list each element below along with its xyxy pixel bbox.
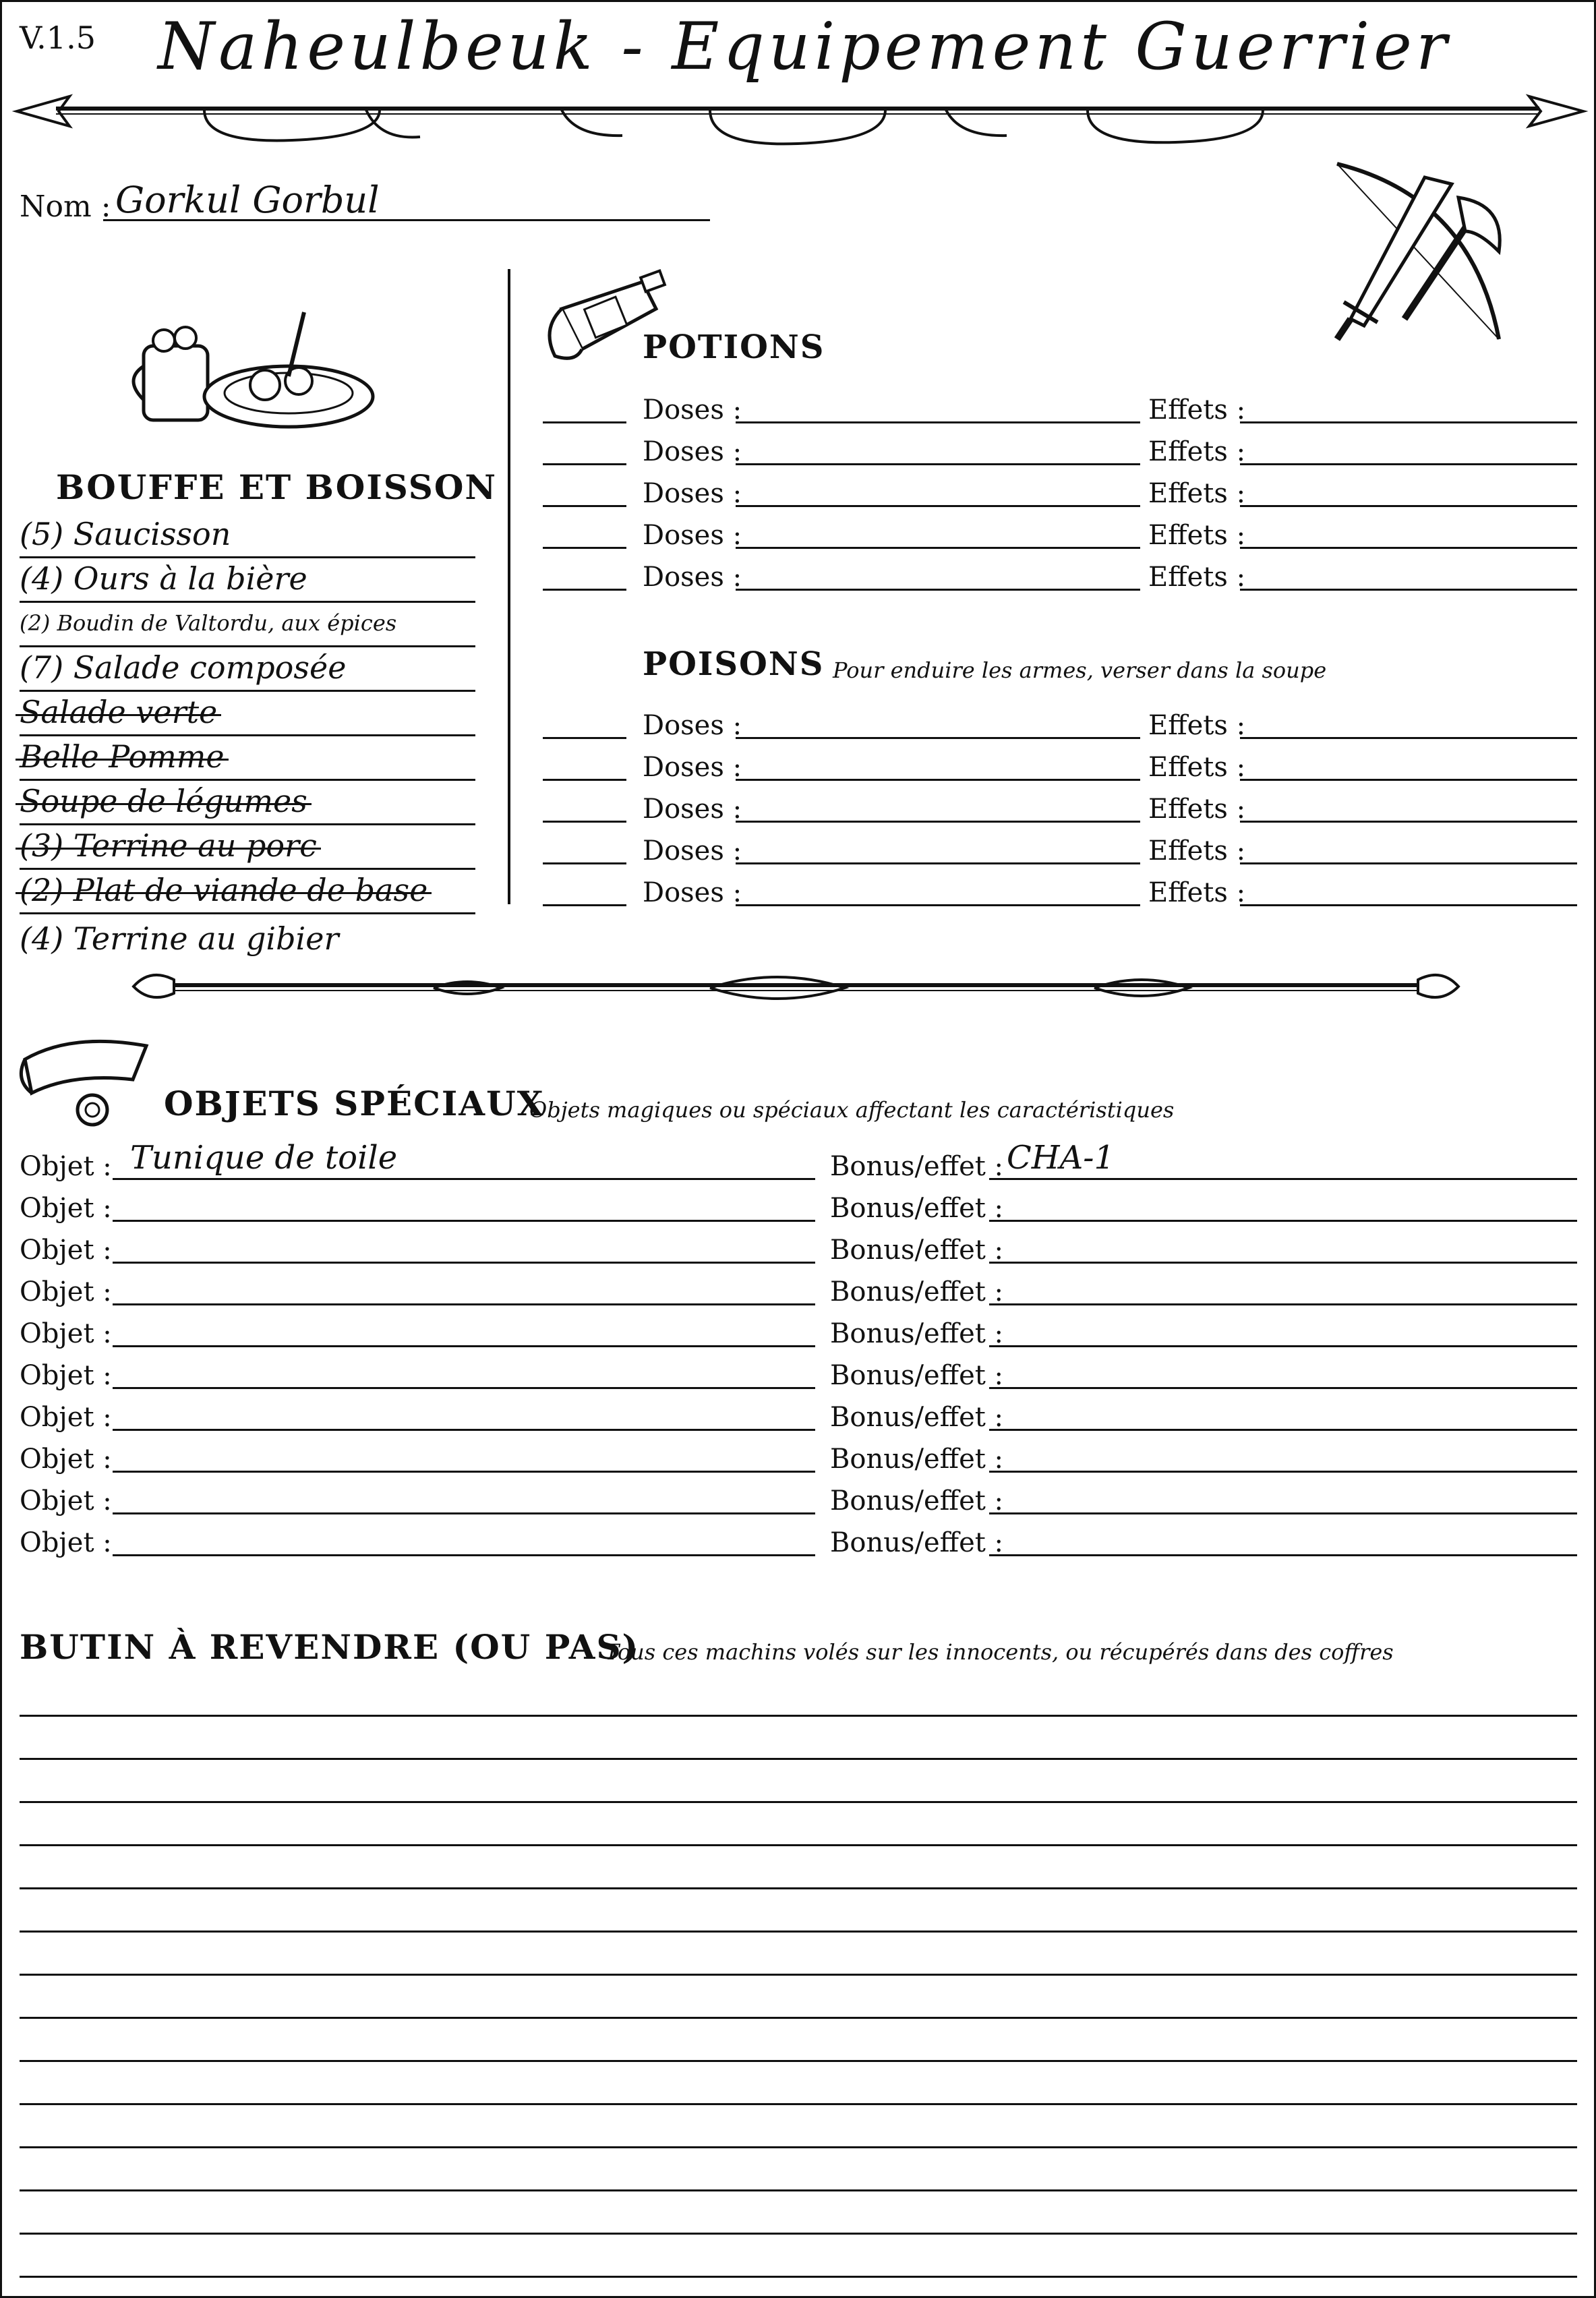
bonus-field-line <box>989 1303 1577 1305</box>
potion-row <box>2 517 1596 559</box>
food-item-8[interactable]: (3) Terrine au porc <box>20 823 475 870</box>
loot-line[interactable] <box>20 1844 1577 1846</box>
doses-label: Doses : <box>643 794 742 825</box>
name-field[interactable]: Gorkul Gorbul <box>115 179 380 221</box>
potion-effects-field[interactable] <box>1240 463 1577 465</box>
bonus-field-line <box>989 1345 1577 1347</box>
bonus-label: Bonus/effet : <box>830 1402 1004 1433</box>
poison-effects-field[interactable] <box>1240 904 1577 906</box>
loot-line[interactable] <box>20 2017 1577 2019</box>
special-items-note: Objets magiques ou spéciaux affectant les caractéristiques <box>529 1097 1175 1123</box>
doses-label: Doses : <box>643 478 742 509</box>
weapons-illustration-icon <box>1324 157 1526 359</box>
effets-label: Effets : <box>1148 752 1246 783</box>
poison-qty-field[interactable] <box>543 737 626 739</box>
poison-qty-field[interactable] <box>543 821 626 823</box>
object-label: Objet : <box>20 1444 112 1475</box>
food-item-4[interactable]: (7) Salade composée <box>20 645 475 692</box>
bonus-field[interactable]: CHA-1 <box>1007 1139 1115 1177</box>
bonus-label: Bonus/effet : <box>830 1318 1004 1349</box>
potion-doses-field[interactable] <box>736 589 1140 591</box>
bonus-label: Bonus/effet : <box>830 1485 1004 1516</box>
poison-doses-field[interactable] <box>736 821 1140 823</box>
doses-label: Doses : <box>643 877 742 908</box>
bonus-field-line <box>989 1387 1577 1389</box>
poison-row <box>2 875 1596 916</box>
object-field-line <box>113 1220 815 1222</box>
object-field[interactable]: Tunique de toile <box>130 1139 398 1177</box>
poison-row <box>2 749 1596 791</box>
food-item-7[interactable]: Soupe de légumes <box>20 779 475 825</box>
object-field-line <box>113 1387 815 1389</box>
bonus-label: Bonus/effet : <box>830 1527 1004 1558</box>
loot-line[interactable] <box>20 2189 1577 2191</box>
potion-row <box>2 392 1596 434</box>
doses-label: Doses : <box>643 394 742 425</box>
bonus-field-line <box>989 1262 1577 1264</box>
doses-label: Doses : <box>643 436 742 467</box>
bonus-field-line <box>989 1471 1577 1473</box>
bonus-field-line <box>989 1178 1577 1180</box>
potion-effects-field[interactable] <box>1240 421 1577 423</box>
object-label: Objet : <box>20 1318 112 1349</box>
object-field-line <box>113 1303 815 1305</box>
special-item-row <box>2 1316 1596 1357</box>
loot-line[interactable] <box>20 1758 1577 1760</box>
poison-effects-field[interactable] <box>1240 779 1577 781</box>
poison-row <box>2 707 1596 749</box>
effets-label: Effets : <box>1148 794 1246 825</box>
potion-doses-field[interactable] <box>736 421 1140 423</box>
potion-qty-field[interactable] <box>543 547 626 549</box>
bonus-field-line <box>989 1220 1577 1222</box>
bonus-label: Bonus/effet : <box>830 1193 1004 1224</box>
potion-effects-field[interactable] <box>1240 589 1577 591</box>
effets-label: Effets : <box>1148 835 1246 866</box>
object-field-line <box>113 1512 815 1514</box>
food-item-9[interactable]: (2) Plat de viande de base <box>20 868 475 914</box>
poison-doses-field[interactable] <box>736 737 1140 739</box>
bonus-label: Bonus/effet : <box>830 1151 1004 1182</box>
bonus-label: Bonus/effet : <box>830 1235 1004 1266</box>
poison-doses-field[interactable] <box>736 779 1140 781</box>
object-field-line <box>113 1345 815 1347</box>
special-item-row <box>2 1190 1596 1232</box>
potion-row <box>2 559 1596 601</box>
potion-qty-field[interactable] <box>543 421 626 423</box>
poisons-note: Pour enduire les armes, verser dans la soupe <box>833 657 1327 683</box>
potions-heading: POTIONS <box>643 328 825 366</box>
loot-line[interactable] <box>20 2146 1577 2148</box>
potion-row <box>2 434 1596 475</box>
effets-label: Effets : <box>1148 520 1246 551</box>
staff-ornament-icon <box>2 960 1596 1013</box>
poison-qty-field[interactable] <box>543 779 626 781</box>
bonus-field-line <box>989 1554 1577 1556</box>
name-label: Nom : <box>20 189 111 224</box>
loot-line[interactable] <box>20 1715 1577 1717</box>
object-field-line <box>113 1178 815 1180</box>
loot-line[interactable] <box>20 2060 1577 2062</box>
poison-qty-field[interactable] <box>543 862 626 864</box>
effets-label: Effets : <box>1148 436 1246 467</box>
loot-heading: BUTIN À REVENDRE (OU PAS) <box>20 1627 640 1667</box>
special-item-row <box>2 1483 1596 1525</box>
potion-row <box>2 475 1596 517</box>
object-label: Objet : <box>20 1402 112 1433</box>
loot-line[interactable] <box>20 2103 1577 2105</box>
object-label: Objet : <box>20 1193 112 1224</box>
special-item-row <box>2 1525 1596 1566</box>
doses-label: Doses : <box>643 710 742 741</box>
object-label: Objet : <box>20 1360 112 1391</box>
poison-effects-field[interactable] <box>1240 862 1577 864</box>
object-label: Objet : <box>20 1485 112 1516</box>
potion-qty-field[interactable] <box>543 463 626 465</box>
object-field-line <box>113 1262 815 1264</box>
food-item-5[interactable]: Salade verte <box>20 690 475 736</box>
effets-label: Effets : <box>1148 877 1246 908</box>
loot-line[interactable] <box>20 1887 1577 1889</box>
bonus-label: Bonus/effet : <box>830 1360 1004 1391</box>
poison-row <box>2 791 1596 833</box>
food-item-6[interactable]: Belle Pomme <box>20 734 475 781</box>
poison-row <box>2 833 1596 875</box>
special-item-row <box>2 1274 1596 1316</box>
object-label: Objet : <box>20 1527 112 1558</box>
bonus-field-line <box>989 1429 1577 1431</box>
doses-label: Doses : <box>643 520 742 551</box>
special-item-row <box>2 1357 1596 1399</box>
special-item-row <box>2 1399 1596 1441</box>
scroll-ring-icon <box>18 1032 153 1133</box>
effets-label: Effets : <box>1148 478 1246 509</box>
potion-doses-field[interactable] <box>736 463 1140 465</box>
loot-line[interactable] <box>20 2233 1577 2235</box>
loot-line[interactable] <box>20 1931 1577 1933</box>
poisons-heading: POISONS <box>643 645 825 683</box>
object-label: Objet : <box>20 1235 112 1266</box>
special-item-row <box>2 1232 1596 1274</box>
bonus-label: Bonus/effet : <box>830 1276 1004 1307</box>
doses-label: Doses : <box>643 752 742 783</box>
special-items-heading: OBJETS SPÉCIAUX <box>164 1084 545 1123</box>
page-title: Naheulbeuk - Equipement Guerrier <box>158 9 1451 84</box>
poison-effects-field[interactable] <box>1240 821 1577 823</box>
loot-line[interactable] <box>20 2276 1577 2278</box>
food-heading: BOUFFE ET BOISSON <box>56 467 498 507</box>
doses-label: Doses : <box>643 835 742 866</box>
effets-label: Effets : <box>1148 562 1246 593</box>
loot-note: Tous ces machins volés sur les innocents, ou récupérés dans des coffres <box>605 1639 1394 1665</box>
bonus-field-line <box>989 1512 1577 1514</box>
loot-line[interactable] <box>20 1801 1577 1803</box>
potion-effects-field[interactable] <box>1240 547 1577 549</box>
potion-effects-field[interactable] <box>1240 505 1577 507</box>
object-label: Objet : <box>20 1276 112 1307</box>
poison-doses-field[interactable] <box>736 862 1140 864</box>
loot-line[interactable] <box>20 1974 1577 1976</box>
potion-doses-field[interactable] <box>736 505 1140 507</box>
food-item-3[interactable]: (2) Boudin de Valtordu, aux épices <box>20 601 475 647</box>
doses-label: Doses : <box>643 562 742 593</box>
food-item-2[interactable]: (4) Ours à la bière <box>20 556 475 603</box>
poison-qty-field[interactable] <box>543 904 626 906</box>
food-item-10[interactable]: (4) Terrine au gibier <box>20 920 339 957</box>
version-label: V.1.5 <box>20 20 96 56</box>
effets-label: Effets : <box>1148 710 1246 741</box>
potion-qty-field[interactable] <box>543 589 626 591</box>
special-item-row <box>2 1139 1596 1190</box>
potion-qty-field[interactable] <box>543 505 626 507</box>
bonus-label: Bonus/effet : <box>830 1444 1004 1475</box>
spear-ornament-icon <box>2 2 1596 150</box>
poison-effects-field[interactable] <box>1240 737 1577 739</box>
object-label: Objet : <box>20 1151 112 1182</box>
object-field-line <box>113 1429 815 1431</box>
potion-doses-field[interactable] <box>736 547 1140 549</box>
effets-label: Effets : <box>1148 394 1246 425</box>
special-item-row <box>2 1441 1596 1483</box>
object-field-line <box>113 1554 815 1556</box>
food-item-1[interactable]: (5) Saucisson <box>20 512 475 558</box>
poison-doses-field[interactable] <box>736 904 1140 906</box>
object-field-line <box>113 1471 815 1473</box>
